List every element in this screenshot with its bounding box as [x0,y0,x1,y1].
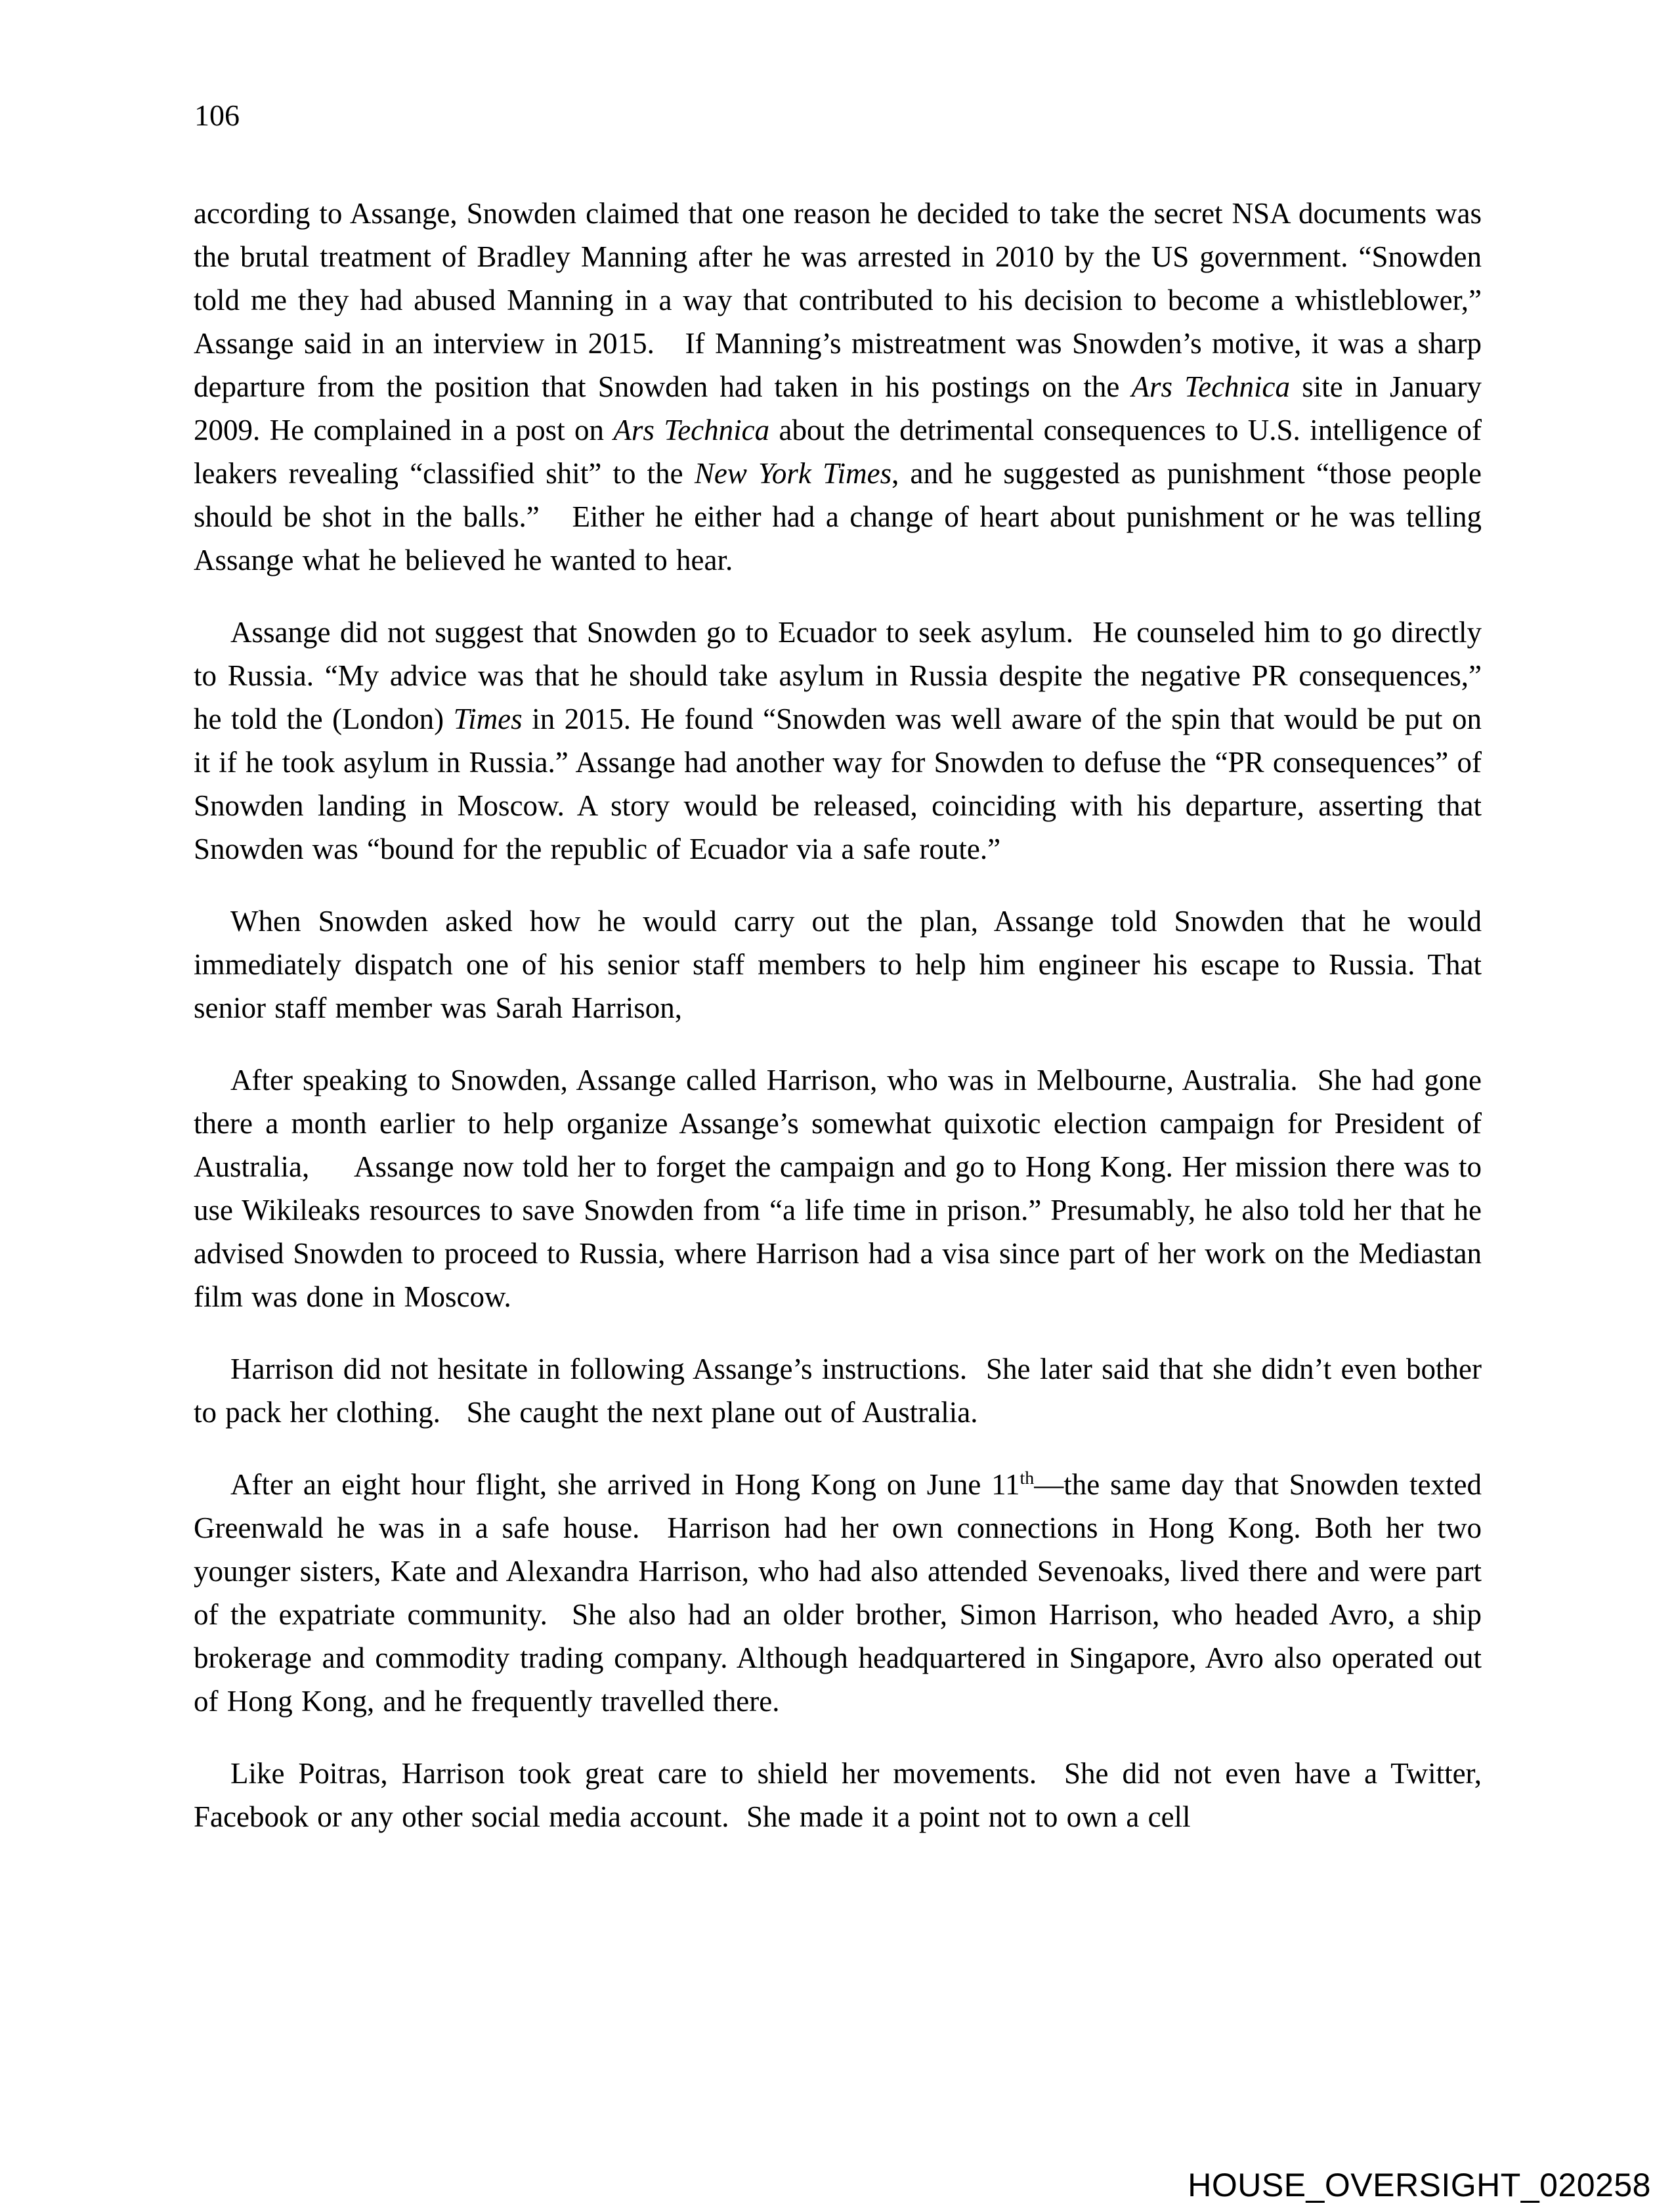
paragraph: according to Assange, Snowden claimed that one reason he decided to take the secret NSA documents was the brutal treatment of Bradley Manning after he was arrested in 2010 by the US government. “Snowden told me they had abused Manning in a way that contributed to his decision to become a whistleblower,” Assange said in an interview in 2015. If Manning’s mistreatment was Snowden’s motive, it was a sharp departure from the position that Snowden had taken in his postings on the Ars Technica site in January 2009. He complained in a post on Ars Technica about the detrimental consequences to U.S. intelligence of leakers revealing “classified shit” to the New York Times, and he suggested as punishment “those people should be shot in the balls.” Either he either had a change of heart about punishment or he was telling Assange what he believed he wanted to hear. [194,197,1482,576]
paragraph: Assange did not suggest that Snowden go to Ecuador to seek asylum. He counseled him to go directly to Russia. “My advice was that he should take asylum in Russia despite the negative PR consequences,” he told the (London) Times in 2015. He found “Snowden was well aware of the spin that would be put on it if he took asylum in Russia.” Assange had another way for Snowden to defuse the “PR consequences” of Snowden landing in Moscow. A story would be released, coinciding with his departure, asserting that Snowden was “bound for the republic of Ecuador via a safe route.” [194,616,1482,865]
italic-run: New York Times [694,457,892,490]
superscript-run: th [1019,1468,1035,1488]
paragraph: When Snowden asked how he would carry out the plan, Assange told Snowden that he would immediately dispatch one of his senior staff members to help him engineer his escape to Russia. That senior staff member was Sarah Harrison, [194,905,1482,1024]
page-number: 106 [194,98,240,132]
paragraph: Harrison did not hesitate in following Assange’s instructions. She later said that she didn’t even bother to pack her clothing. She caught the next plane out of Australia. [194,1353,1482,1429]
italic-run: Ars Technica [1131,370,1291,403]
italic-run: Times [453,703,523,735]
document-body [194,192,1482,1867]
paragraph: Like Poitras, Harrison took great care to shield her movements. She did not even have a Twitter, Facebook or any other social media account. She made it a point not to own a cell [194,1757,1482,1833]
bates-stamp: HOUSE_OVERSIGHT_020258 [1188,2167,1651,2203]
paragraph: After speaking to Snowden, Assange called Harrison, who was in Melbourne, Australia. She had gone there a month earlier to help organize Assange’s somewhat quixotic election campaign for President of Australia, Assange now told her to forget the campaign and go to Hong Kong. Her mission there was to use Wikileaks resources to save Snowden from “a life time in prison.” Presumably, he also told her that he advised Snowden to proceed to Russia, where Harrison had a visa since part of her work on the Mediastan film was done in Moscow. [194,1064,1482,1313]
paragraph: After an eight hour flight, she arrived in Hong Kong on June 11th—the same day that Snowden texted Greenwald he was in a safe house. Harrison had her own connections in Hong Kong. Both her two younger sisters, Kate and Alexandra Harrison, who had also attended Sevenoaks, lived there and were part of the expatriate community. She also had an older brother, Simon Harrison, who headed Avro, a ship brokerage and commodity trading company. Although headquartered in Singapore, Avro also operated out of Hong Kong, and he frequently travelled there. [194,1468,1482,1718]
italic-run: Ars Technica [613,414,770,446]
